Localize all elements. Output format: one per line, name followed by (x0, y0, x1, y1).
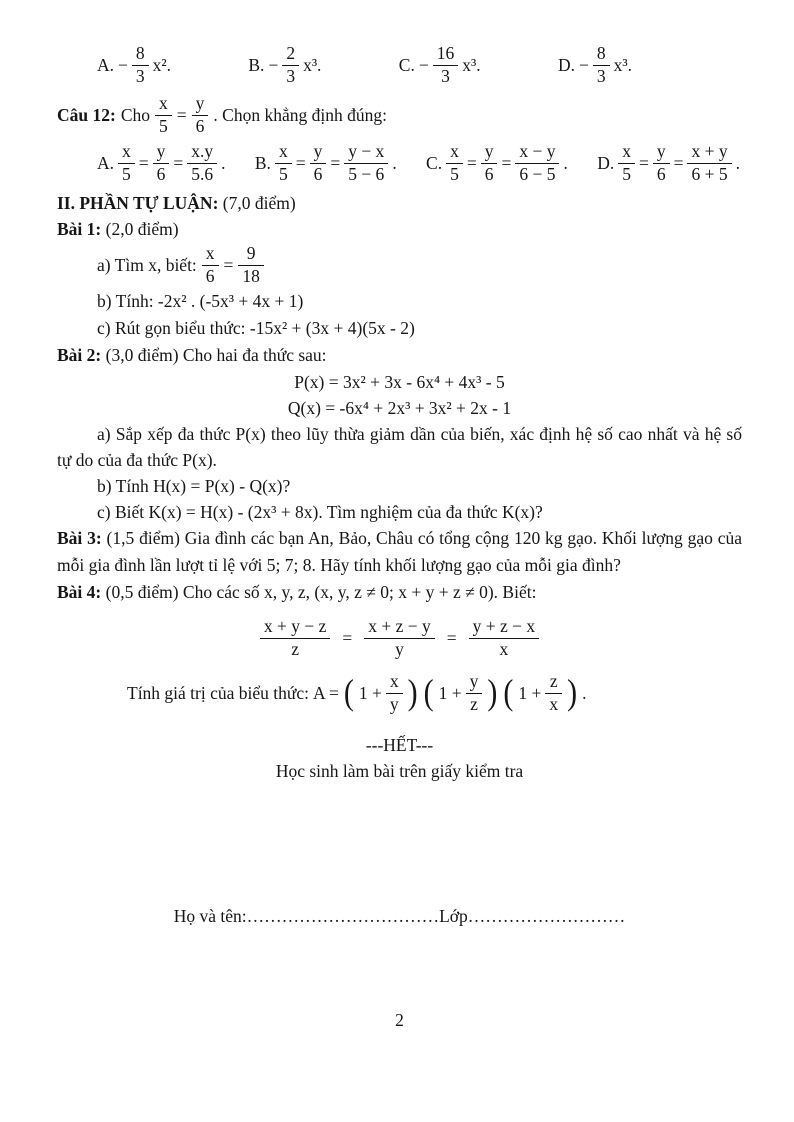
fraction-denominator: 6 + 5 (691, 163, 728, 184)
bai4-intro: (0,5 điểm) Cho các số x, y, z, (x, y, z ≠ 0; x + y + z ≠ 0). Biết: (105, 582, 537, 602)
fraction-numerator: x + y − z (260, 617, 331, 639)
q11-option-c (399, 44, 481, 86)
option-label: B. (248, 55, 265, 75)
bai4-expression (127, 666, 742, 720)
equals-sign: = (673, 153, 684, 173)
bai2-polynomial-p: P(x) = 3x² + 3x - 6x⁴ + 4x³ - 5 (294, 372, 505, 392)
fraction-numerator: y (653, 142, 670, 164)
fraction-denominator: 5 (159, 115, 168, 136)
bai1-part-a (57, 242, 742, 288)
fraction-denominator: 6 (484, 163, 494, 184)
fraction-denominator: 3 (286, 65, 296, 86)
q12-question (57, 92, 742, 138)
right-paren: ) (567, 672, 578, 713)
fraction-numerator: x.y (187, 142, 217, 164)
equals-sign: = (330, 153, 341, 173)
name-class-line: Họ và tên:……………………………Lớp……………………… (173, 906, 626, 926)
q11-option-b (248, 44, 321, 86)
left-paren: ( (423, 672, 434, 713)
equals-sign: = (295, 153, 306, 173)
equals-sign: = (138, 153, 149, 173)
bai4-label: Bài 4: (57, 582, 102, 602)
bai2-part-c: c) Biết K(x) = H(x) - (2x³ + 8x). Tìm nghiệm của đa thức K(x)? (97, 502, 543, 522)
fraction-denominator: 3 (135, 65, 145, 86)
equals-sign: = (223, 255, 234, 275)
option-end: . (221, 153, 226, 173)
fraction (202, 244, 219, 286)
expression-lhs: A = (313, 683, 339, 703)
fraction (187, 142, 217, 184)
section-points: (7,0 điểm) (222, 193, 296, 213)
minus-sign: − (118, 55, 128, 75)
expression-end: . (582, 683, 587, 703)
option-label: C. (426, 153, 443, 173)
option-label: D. (597, 153, 615, 173)
fraction (687, 142, 731, 184)
fraction-denominator: z (291, 638, 299, 659)
option-end: . (563, 153, 568, 173)
bai4-equation (57, 610, 742, 666)
fraction (132, 44, 149, 86)
option-term: x². (152, 55, 172, 75)
option-term: x³. (303, 55, 322, 75)
bai4-heading (57, 579, 742, 606)
q12-options-row (97, 140, 740, 186)
fraction (282, 44, 299, 86)
option-label: A. (97, 153, 115, 173)
fraction-denominator: y (389, 693, 399, 714)
fraction-denominator: 6 − 5 (519, 163, 556, 184)
fraction-denominator: 5 (450, 163, 459, 184)
expression-term: 1 + (358, 683, 382, 703)
fraction (155, 94, 172, 136)
question-text: Cho (120, 105, 151, 125)
q11-option-d (558, 44, 632, 86)
option-term: x³. (462, 55, 481, 75)
equals-sign: = (176, 105, 187, 125)
bai2-part-b: b) Tính H(x) = P(x) - Q(x)? (97, 476, 291, 496)
fraction-numerator: x (118, 142, 135, 164)
fraction-numerator: y + z − x (469, 617, 540, 639)
expression-term: 1 + (518, 683, 542, 703)
fraction-numerator: 8 (593, 44, 610, 66)
option-end: . (735, 153, 740, 173)
fraction (446, 142, 463, 184)
option-end: . (392, 153, 397, 173)
fraction-numerator: y (481, 142, 498, 164)
fraction (545, 672, 562, 714)
fraction-numerator: y (466, 672, 483, 694)
bai2-part-a: a) Sắp xếp đa thức P(x) theo lũy thừa giảm dần của biến, xác định hệ số cao nhất và hệ số tự do của đa thức P(x). (57, 424, 742, 470)
fraction-numerator: x (275, 142, 292, 164)
fraction (481, 142, 498, 184)
fraction-numerator: z (545, 672, 562, 694)
fraction-numerator: 2 (282, 44, 299, 66)
bai3-paragraph (57, 525, 742, 579)
fraction-denominator: 3 (596, 65, 606, 86)
bai1-part-b: b) Tính: -2x² . (-5x³ + 4x + 1) (97, 291, 304, 311)
fraction-denominator: z (470, 693, 478, 714)
fraction-denominator: 6 (205, 265, 215, 286)
fraction-numerator: x (202, 244, 219, 266)
fraction (386, 672, 403, 714)
fraction (593, 44, 610, 86)
page-number: 2 (395, 1010, 404, 1030)
right-paren: ) (487, 672, 498, 713)
fraction-denominator: 5 (622, 163, 631, 184)
bai1-heading (57, 216, 742, 242)
fraction-numerator: y (192, 94, 209, 116)
fraction-denominator: 6 (156, 163, 166, 184)
bai2-label: Bài 2: (57, 345, 102, 365)
left-paren: ( (343, 672, 354, 713)
fraction (515, 142, 559, 184)
fraction-numerator: y (153, 142, 170, 164)
fraction-denominator: 5 (122, 163, 131, 184)
fraction-numerator: 16 (433, 44, 459, 66)
section-title: II. PHẦN TỰ LUẬN: (57, 193, 219, 213)
q12-option-b (255, 142, 397, 184)
q11-option-a (97, 44, 171, 86)
minus-sign: − (268, 55, 279, 75)
fraction-denominator: 3 (441, 65, 450, 86)
bai3-text: (1,5 điểm) Gia đình các bạn An, Bảo, Châu có tổng cộng 120 kg gạo. Khối lượng gạo của mỗi gia đình lần lượt tỉ lệ với 5; 7; 8. Hãy tính khối lượng gạo của mỗi gia đình? (57, 528, 743, 575)
right-paren: ) (407, 672, 418, 713)
bai1-a-text: a) Tìm x, biết: (97, 255, 197, 275)
fraction-numerator: x (386, 672, 403, 694)
minus-sign: − (578, 55, 589, 75)
fraction-denominator: 6 (195, 115, 205, 136)
fraction-denominator: 18 (242, 265, 260, 286)
fraction (433, 44, 459, 86)
fraction-numerator: y − x (344, 142, 388, 164)
fraction (192, 94, 209, 136)
section-heading-tu-luan (57, 190, 742, 216)
minus-sign: − (418, 55, 429, 75)
bai2-polynomial-q: Q(x) = -6x⁴ + 2x³ + 3x² + 2x - 1 (287, 398, 512, 418)
q12-option-d (597, 142, 740, 184)
end-marker: ---HẾT--- (365, 735, 434, 755)
q12-option-c (426, 142, 568, 184)
fraction-numerator: x + y (687, 142, 731, 164)
q11-options-row (97, 42, 632, 88)
fraction (238, 244, 264, 286)
fraction-denominator: x (499, 638, 509, 659)
option-label: A. (97, 55, 115, 75)
bai2-intro: (3,0 điểm) Cho hai đa thức sau: (105, 345, 327, 365)
fraction-numerator: y (310, 142, 327, 164)
fraction (153, 142, 170, 184)
fraction-denominator: y (395, 638, 404, 659)
fraction-numerator: 8 (132, 44, 149, 66)
fraction-numerator: x − y (515, 142, 559, 164)
equals-sign: = (446, 628, 457, 648)
fraction-numerator: x + z − y (364, 617, 435, 639)
fraction-numerator: x (618, 142, 635, 164)
fraction-denominator: 6 (656, 163, 666, 184)
fraction (618, 142, 635, 184)
fraction (364, 617, 435, 659)
fraction (344, 142, 388, 184)
fraction (310, 142, 327, 184)
fraction (466, 672, 483, 714)
equals-sign: = (173, 153, 184, 173)
fraction-denominator: 6 (313, 163, 323, 184)
bai3-label: Bài 3: (57, 528, 102, 548)
fraction (469, 617, 540, 659)
fraction-numerator: 9 (238, 244, 264, 266)
fraction-denominator: x (549, 693, 559, 714)
fraction (275, 142, 292, 184)
fraction-denominator: 5 − 6 (348, 163, 385, 184)
equals-sign: = (501, 153, 512, 173)
option-label: D. (557, 55, 575, 75)
bai2-heading (57, 342, 742, 369)
expression-prefix: Tính giá trị của biểu thức: (127, 683, 309, 703)
fraction (118, 142, 135, 184)
left-paren: ( (503, 672, 514, 713)
fraction (260, 617, 331, 659)
bai1-points: (2,0 điểm) (105, 219, 179, 239)
option-label: C. (398, 55, 415, 75)
option-label: B. (254, 153, 271, 173)
bai1-label: Bài 1: (57, 219, 102, 239)
bai1-part-c: c) Rút gọn biểu thức: -15x² + (3x + 4)(5x - 2) (97, 318, 415, 338)
fraction-denominator: 5.6 (191, 163, 214, 184)
equals-sign: = (342, 628, 353, 648)
equals-sign: = (466, 153, 477, 173)
instruction-note: Học sinh làm bài trên giấy kiểm tra (275, 761, 524, 781)
q12-option-a (97, 142, 226, 184)
option-term: x³. (613, 55, 632, 75)
equals-sign: = (638, 153, 649, 173)
fraction-numerator: x (155, 94, 172, 116)
fraction (653, 142, 670, 184)
fraction-numerator: x (446, 142, 463, 164)
expression-term: 1 + (438, 683, 462, 703)
fraction-denominator: 5 (278, 163, 288, 184)
question-label: Câu 12: (57, 105, 116, 125)
question-text: . Chọn khẳng định đúng: (213, 105, 387, 125)
